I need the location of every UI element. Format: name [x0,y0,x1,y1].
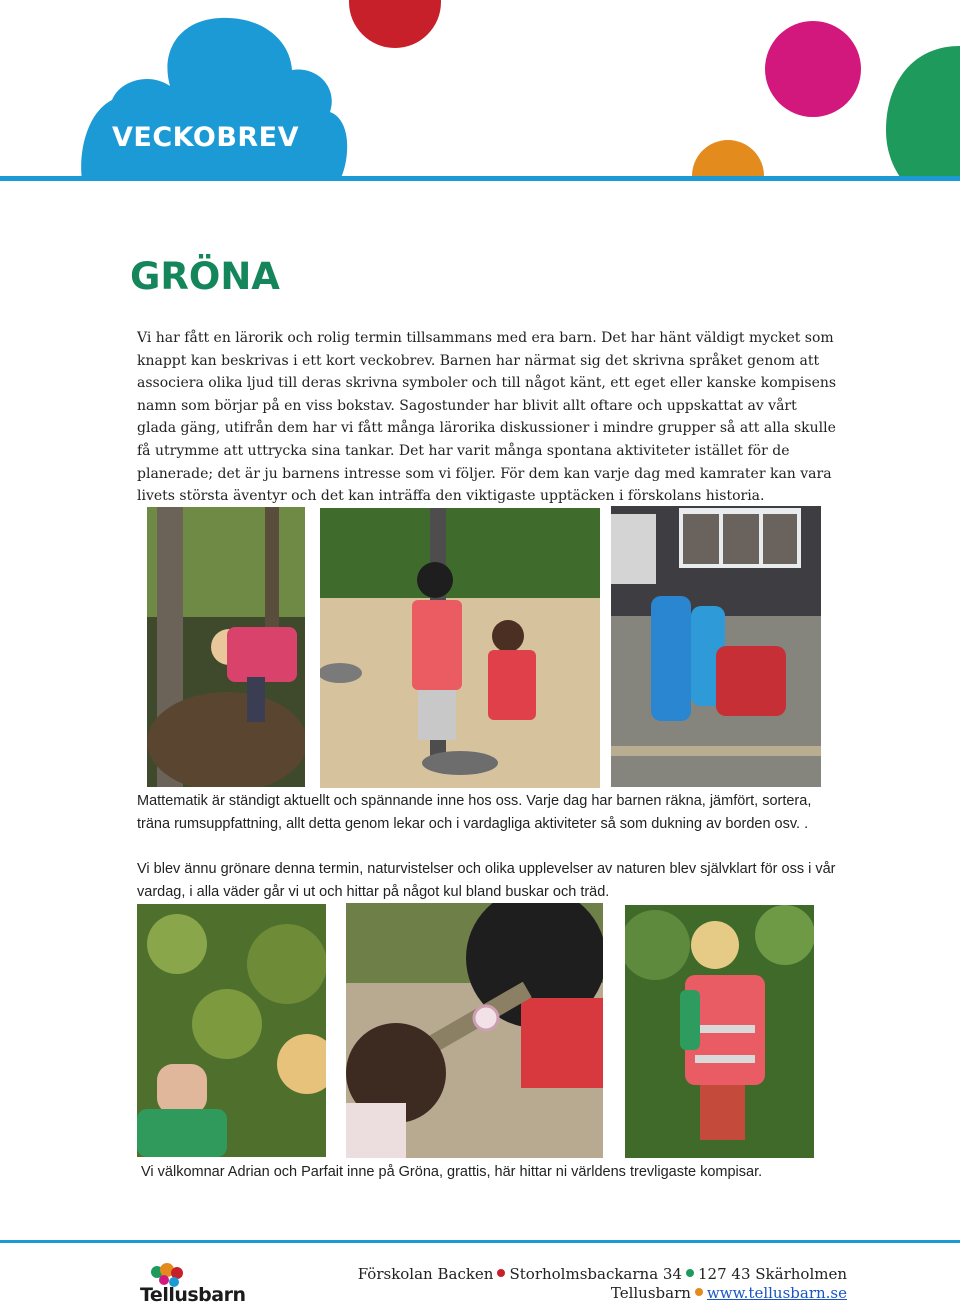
magenta-circle [765,21,861,117]
footer-address [358,1265,847,1283]
blue-cloud-shape [81,18,347,180]
intro-paragraph: Vi har fått en lärorik och rolig termin tillsammans med era barn. Det har hänt väldigt mycket som knappt kan beskrivas i ett kort veckobrev. Barnen har närmat sig det skrivna språket genom att associera olika ljud till deras skrivna symboler och till något känt, ett eget eller kanske kompisens namn som börjar på en viss bokstav. Sagostunder har blivit allt oftare och uppskattat av vårt glada gäng, utifrån dem har vi fått många lärorika diskussioner i mindre grupper så att alla skulle få utrymme att uttrycka sina tankar. Det har varit många spontana aktiviteter istället för de planerade; det är ju barnens intresse som vi följer. För dem kan varje dag med kamrater kan vara livets största äventyr och det kan inträffa den viktigaste upptäcken i förskolans historia. [137,330,837,505]
math-paragraph: Mattematik är ständigt aktuellt och spännande inne hos oss. Varje dag har barnen räkna, jämfört, sortera, träna rumsuppfattning, allt detta genom lekar och i vardagliga aktiviteter så som dukning av borden osv. . [137,793,812,832]
header-rule [0,176,960,181]
photo-children-raincoats [611,506,821,787]
orange-half-circle [692,140,764,176]
red-circle [349,0,441,48]
tellusbarn-logo-text: Tellusbarn [140,1284,246,1306]
footer-school: Förskolan Backen [357,1265,494,1283]
welcome-text: Vi välkomnar Adrian och Parfait inne på Gröna, grattis, här hittar ni världens trevligaste kompisar. [141,1164,763,1180]
footer-street: Storholmsbackarna 34 [509,1265,683,1283]
orange-dot-icon [695,1288,703,1296]
green-dot-icon [686,1269,694,1277]
footer-org-line [611,1284,847,1302]
footer-org: Tellusbarn [610,1284,691,1302]
header-banner [0,0,960,190]
photo-children-sandbox [320,508,600,788]
website-link[interactable]: www.tellusbarn.se [706,1284,847,1302]
page-title: GRÖNA [130,255,280,298]
photo-child-forest [147,507,305,787]
photo-child-vest [625,905,814,1158]
brand-title: VECKOBREV [112,122,300,153]
footer-rule [0,1240,960,1243]
red-dot-icon [497,1269,505,1277]
green-circle [886,46,960,180]
photo-magnifying-glass [346,903,603,1158]
photo-hand-bush [137,904,326,1157]
nature-paragraph: Vi blev ännu grönare denna termin, naturvistelser och olika upplevelser av naturen blev självklart för oss i vår vardag, i alla väder går vi ut och hittar på något kul bland buskar och träd. [137,861,836,900]
footer-city: 127 43 Skärholmen [698,1265,847,1283]
